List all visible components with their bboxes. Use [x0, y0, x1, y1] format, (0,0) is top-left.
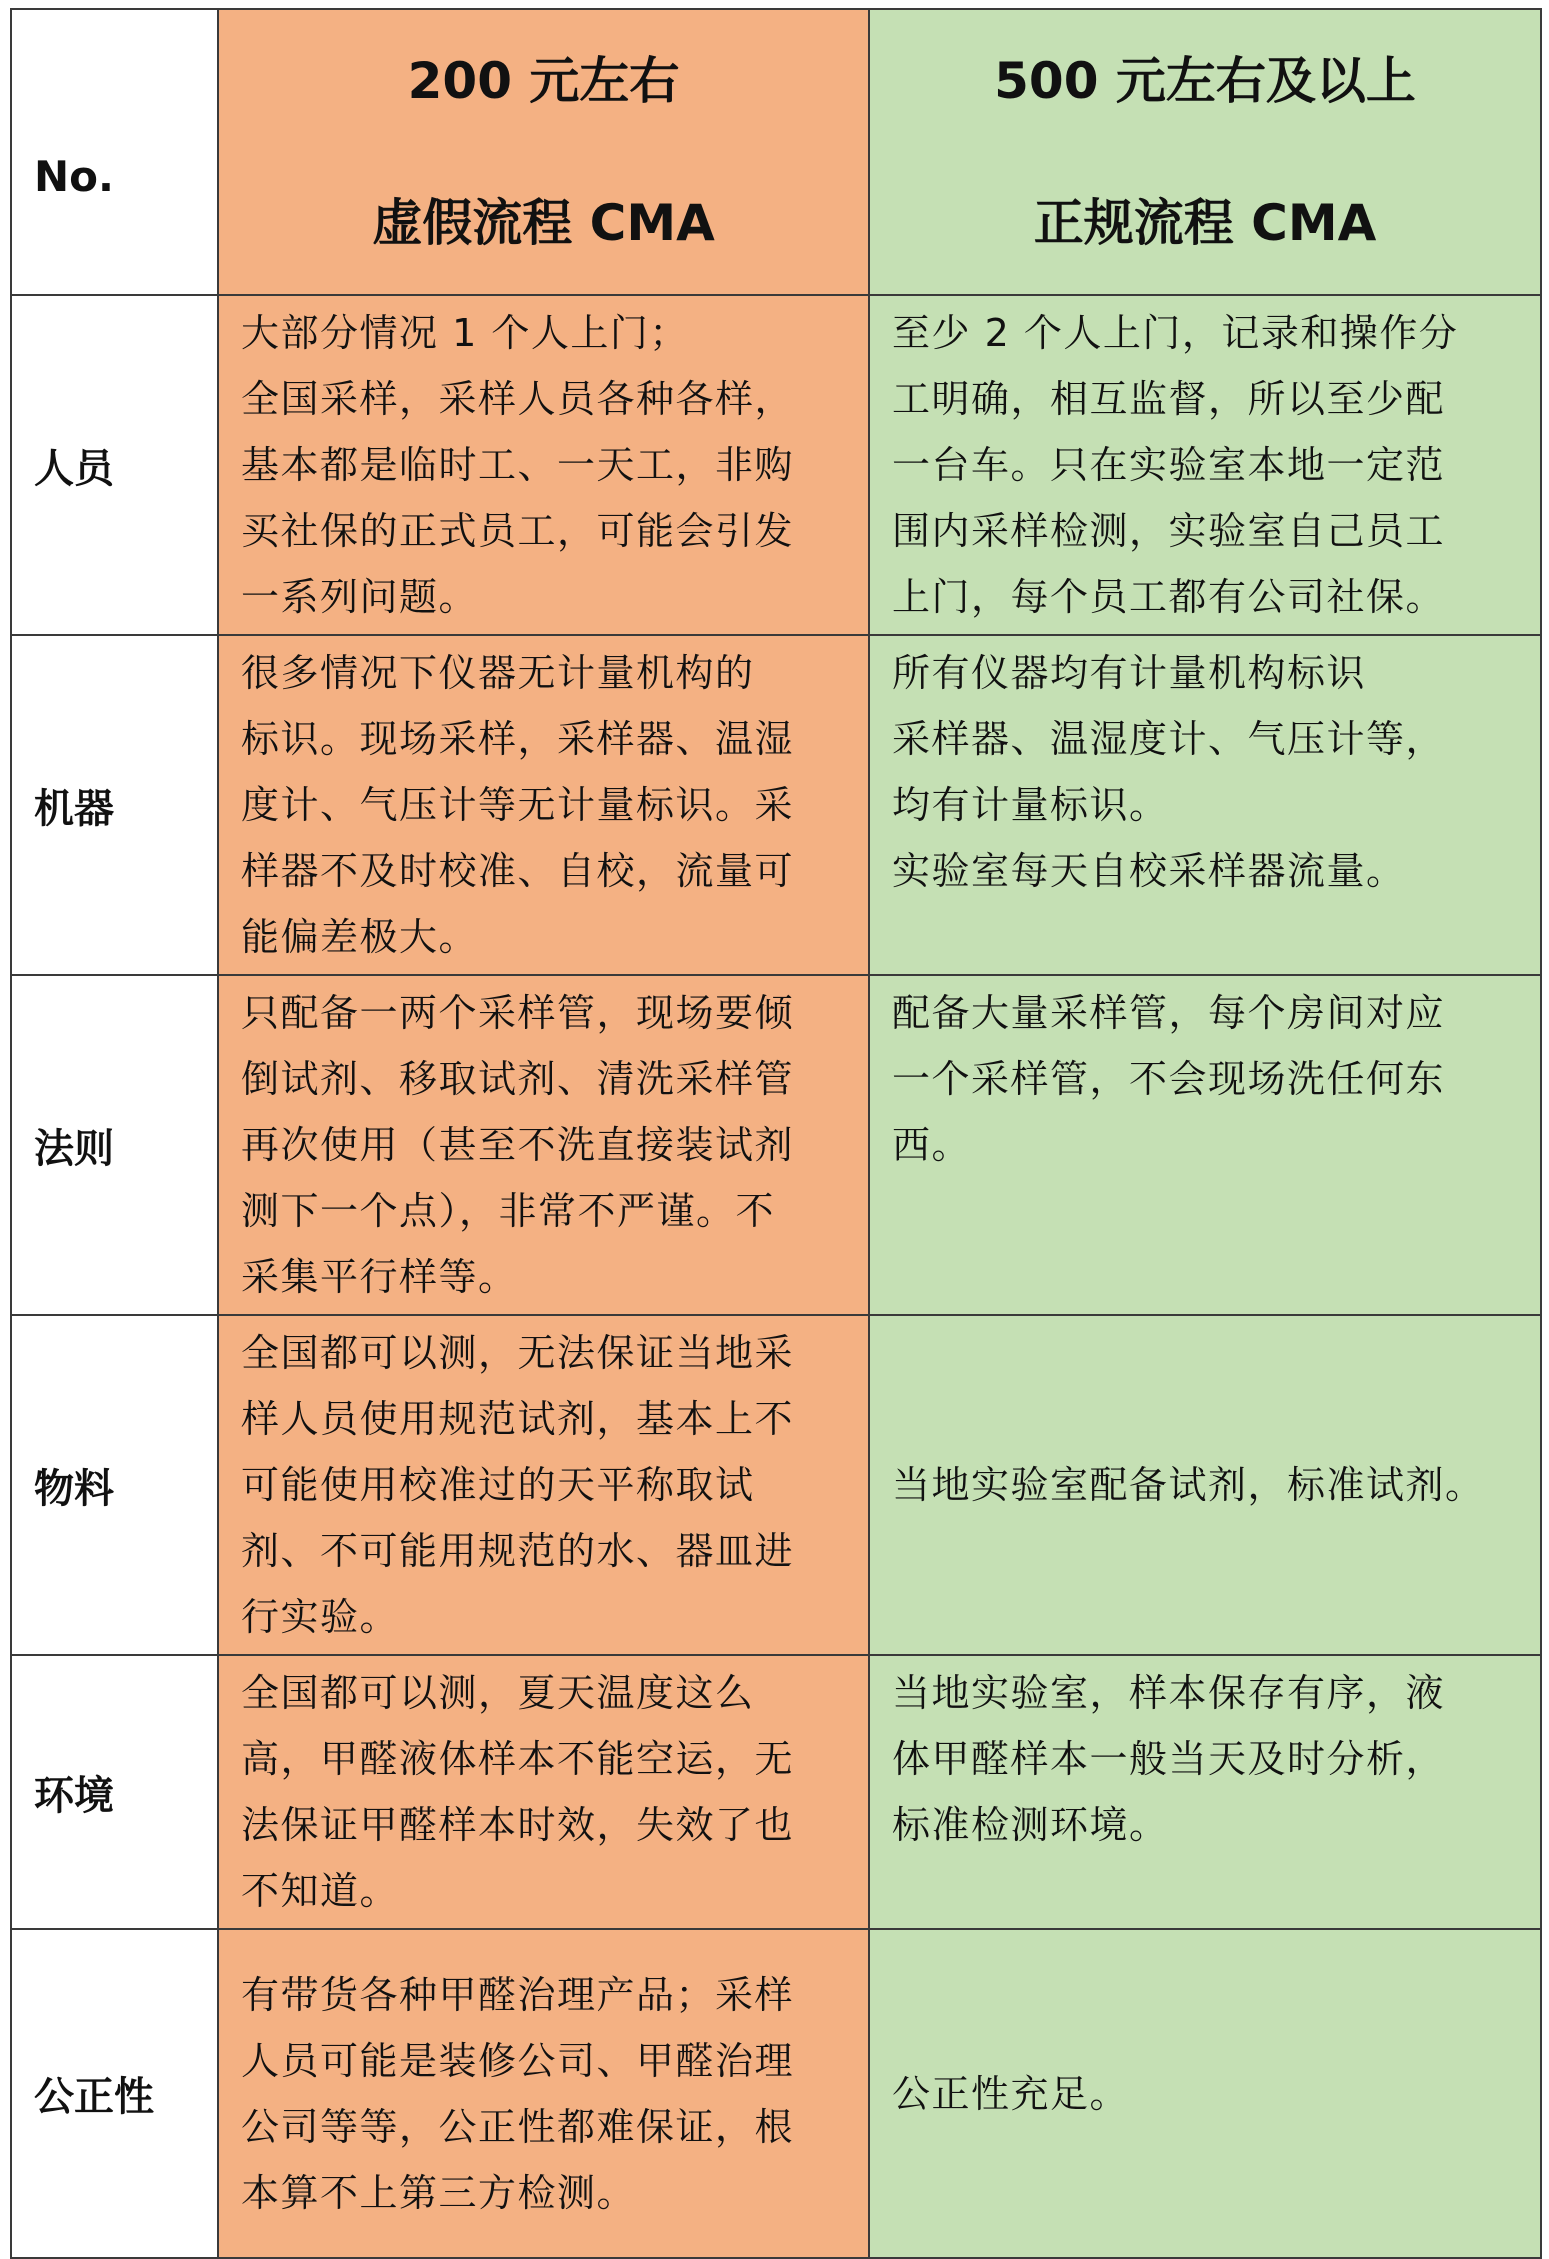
proper-cell-machines: 所有仪器均有计量机构标识 采样器、温湿度计、气压计等， 均有计量标识。 实验室每天自校采样器流量。 — [869, 635, 1541, 975]
header-proper-title: 正规流程 CMA — [1033, 194, 1377, 252]
table-row — [11, 635, 1541, 975]
row-label-machines: 机器 — [11, 635, 218, 975]
fake-cell-impartiality: 有带货各种甲醛治理产品；采样 人员可能是装修公司、甲醛治理 公司等等，公正性都难保证，根 本算不上第三方检测。 — [218, 1929, 869, 2258]
row-label-personnel: 人员 — [11, 295, 218, 635]
header-fake-cma — [218, 9, 869, 295]
table-row — [11, 1929, 1541, 2258]
proper-cell-methods: 配备大量采样管，每个房间对应 一个采样管，不会现场洗任何东 西。 — [869, 975, 1541, 1315]
header-proper-cma — [869, 9, 1541, 295]
fake-cell-environment: 全国都可以测，夏天温度这么 高，甲醛液体样本不能空运，无 法保证甲醛样本时效，失效了也 不知道。 — [218, 1655, 869, 1929]
header-proper-price: 500 元左右及以上 — [994, 52, 1416, 110]
row-label-methods: 法则 — [11, 975, 218, 1315]
proper-cell-materials: 当地实验室配备试剂，标准试剂。 — [869, 1315, 1541, 1655]
header-fake-price: 200 元左右 — [407, 52, 680, 110]
table-row — [11, 1655, 1541, 1929]
cma-comparison-table — [10, 8, 1542, 2259]
row-label-environment: 环境 — [11, 1655, 218, 1929]
proper-cell-personnel: 至少 2 个人上门，记录和操作分 工明确，相互监督，所以至少配 一台车。只在实验室本地一定范 围内采样检测，实验室自己员工 上门，每个员工都有公司社保。 — [869, 295, 1541, 635]
header-fake-title: 虚假流程 CMA — [372, 194, 715, 252]
header-no: No. — [11, 9, 218, 295]
table-header-row — [11, 9, 1541, 295]
fake-cell-materials: 全国都可以测，无法保证当地采 样人员使用规范试剂，基本上不 可能使用校准过的天平称取试 剂、不可能用规范的水、器皿进 行实验。 — [218, 1315, 869, 1655]
proper-cell-impartiality: 公正性充足。 — [869, 1929, 1541, 2258]
table-row — [11, 975, 1541, 1315]
fake-cell-methods: 只配备一两个采样管，现场要倾 倒试剂、移取试剂、清洗采样管 再次使用（甚至不洗直接装试剂 测下一个点），非常不严谨。不 采集平行样等。 — [218, 975, 869, 1315]
table-row — [11, 1315, 1541, 1655]
row-label-materials: 物料 — [11, 1315, 218, 1655]
fake-cell-personnel: 大部分情况 1 个人上门； 全国采样，采样人员各种各样， 基本都是临时工、一天工，非购 买社保的正式员工，可能会引发 一系列问题。 — [218, 295, 869, 635]
row-label-impartiality: 公正性 — [11, 1929, 218, 2258]
proper-cell-environment: 当地实验室，样本保存有序，液 体甲醛样本一般当天及时分析， 标准检测环境。 — [869, 1655, 1541, 1929]
fake-cell-machines: 很多情况下仪器无计量机构的 标识。现场采样，采样器、温湿 度计、气压计等无计量标识。采 样器不及时校准、自校，流量可 能偏差极大。 — [218, 635, 869, 975]
table-row — [11, 295, 1541, 635]
